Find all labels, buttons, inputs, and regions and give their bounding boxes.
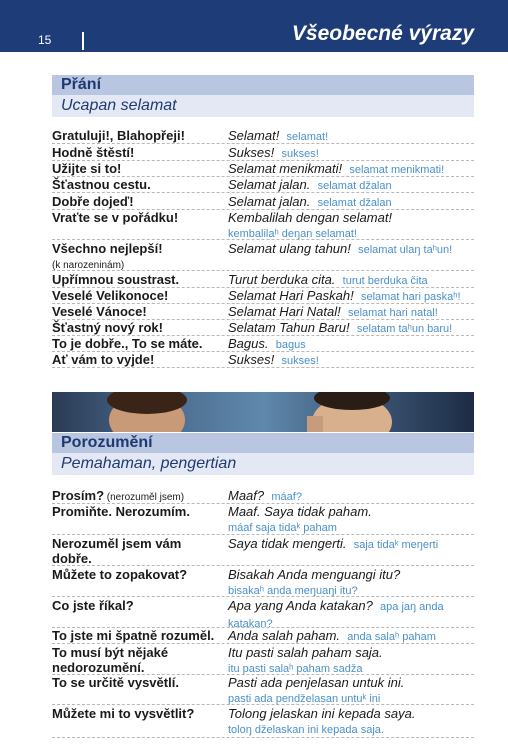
indonesian-phrase xyxy=(228,194,474,211)
pronunciation: pasti ada pendželasan untuᵏ ini xyxy=(228,693,381,705)
indonesian-phrase xyxy=(228,288,474,305)
phrase-row xyxy=(52,320,474,336)
pronunciation: selamat hari natal! xyxy=(347,307,438,319)
czech-phrase xyxy=(52,145,224,160)
czech-text: Veselé Velikonoce! xyxy=(52,288,169,303)
phrase-row xyxy=(52,336,474,352)
indonesian-text: Saya tidak mengerti. xyxy=(228,536,347,551)
pronunciation: selamat džalan xyxy=(317,180,392,192)
pronunciation: máaf? xyxy=(271,491,302,503)
czech-text: Můžete to zopakovat? xyxy=(52,567,188,582)
section-title: Porozumění xyxy=(52,433,474,453)
pronunciation: turut berduka čita xyxy=(342,275,428,287)
chapter-title: Všeobecné výrazy xyxy=(291,22,474,45)
czech-phrase xyxy=(52,488,224,505)
czech-text: Šťastnou cestu. xyxy=(52,177,151,192)
czech-phrase xyxy=(52,320,224,335)
indonesian-phrase xyxy=(228,272,474,289)
phrase-row xyxy=(52,488,474,504)
czech-text: Nerozuměl jsem vám dobře. xyxy=(52,536,182,566)
czech-text: Hodně štěstí! xyxy=(52,145,135,160)
phrase-row xyxy=(52,177,474,193)
pronunciation: bagus xyxy=(275,339,306,351)
czech-phrase xyxy=(52,128,224,143)
pronunciation: selamat menikmati! xyxy=(349,164,445,176)
czech-phrase xyxy=(52,352,224,367)
czech-note: (nerozuměl jsem) xyxy=(104,492,185,503)
czech-text: Gratuluji!, Blahopřeji! xyxy=(52,128,185,143)
phrase-row xyxy=(52,675,474,705)
pronunciation: toloŋ dželaskan ini kepada saja. xyxy=(228,724,384,736)
phrase-row xyxy=(52,288,474,304)
indonesian-text: Kembalilah dengan selamat! xyxy=(228,210,393,225)
czech-phrase xyxy=(52,675,224,690)
indonesian-text: Turut berduka cita. xyxy=(228,272,336,287)
indonesian-text: Bagus. xyxy=(228,336,269,351)
phrase-row xyxy=(52,536,474,566)
czech-phrase xyxy=(52,706,224,721)
pronunciation: apa jaŋ anda katakan? xyxy=(228,601,444,630)
czech-text: Můžete mi to vysvětlit? xyxy=(52,706,195,721)
czech-phrase xyxy=(52,272,224,287)
czech-text: Veselé Vánoce! xyxy=(52,304,147,319)
czech-text: Upřímnou soustrast. xyxy=(52,272,180,287)
section-subtitle: Pemahaman, pengertian xyxy=(52,453,474,475)
pronunciation: selamat! xyxy=(286,131,329,143)
phrase-row xyxy=(52,567,474,597)
phrase-row xyxy=(52,706,474,738)
czech-text: Užijte si to! xyxy=(52,161,122,176)
indonesian-phrase xyxy=(228,598,474,632)
indonesian-text: Selamat menikmati! xyxy=(228,161,343,176)
pronunciation: selamat džalan xyxy=(317,197,392,209)
pronunciation: selamat ulaŋ taʰun! xyxy=(358,244,453,256)
indonesian-phrase xyxy=(228,536,474,553)
czech-phrase xyxy=(52,304,224,319)
indonesian-phrase xyxy=(228,145,474,162)
pronunciation: sukses! xyxy=(281,148,319,160)
indonesian-text: Maaf? xyxy=(228,488,265,503)
czech-note: (k narozeninám) xyxy=(52,260,125,271)
pronunciation: selatam taʰun baru! xyxy=(356,323,453,335)
czech-text: Vraťte se v pořádku! xyxy=(52,210,179,225)
section-photo xyxy=(52,392,474,432)
czech-phrase xyxy=(52,194,224,209)
pronunciation: selamat hari paskaʰ! xyxy=(360,291,461,303)
phrase-row xyxy=(52,145,474,161)
phrase-row xyxy=(52,272,474,288)
indonesian-text: Anda salah paham. xyxy=(228,628,341,643)
indonesian-text: Pasti ada penjelasan untuk ini. xyxy=(228,675,405,690)
pronunciation: máaf saja tidaᵏ paham xyxy=(228,522,337,534)
indonesian-phrase xyxy=(228,241,474,258)
czech-phrase xyxy=(52,177,224,192)
czech-phrase xyxy=(52,628,224,643)
indonesian-phrase xyxy=(228,645,474,677)
phrase-row xyxy=(52,504,474,535)
indonesian-phrase xyxy=(228,128,474,145)
czech-text: Co jste říkal? xyxy=(52,598,134,613)
indonesian-phrase xyxy=(228,675,474,707)
czech-text: Dobře dojeď! xyxy=(52,194,134,209)
czech-text: Všechno nejlepší! xyxy=(52,241,163,256)
phrase-row xyxy=(52,128,474,144)
indonesian-phrase xyxy=(228,352,474,369)
pronunciation: itu pasti salaʰ paham sadža xyxy=(228,663,363,675)
phrase-row xyxy=(52,161,474,177)
pronunciation: saja tidaᵏ meŋerti xyxy=(353,539,439,551)
phrase-row xyxy=(52,304,474,320)
czech-text: To jste mi špatně rozuměl. xyxy=(52,628,215,643)
indonesian-text: Selamat Hari Paskah! xyxy=(228,288,354,303)
indonesian-text: Apa yang Anda katakan? xyxy=(228,598,373,613)
indonesian-text: Selatam Tahun Baru! xyxy=(228,320,350,335)
phrase-row xyxy=(52,194,474,210)
indonesian-phrase xyxy=(228,177,474,194)
czech-phrase xyxy=(52,536,224,566)
czech-text: To se určitě vysvětlí. xyxy=(52,675,179,690)
czech-text: Prosím? xyxy=(52,488,105,503)
indonesian-phrase xyxy=(228,488,474,505)
pronunciation: anda salaʰ paham xyxy=(347,631,436,643)
czech-phrase xyxy=(52,210,224,225)
czech-phrase xyxy=(52,161,224,176)
czech-phrase xyxy=(52,336,224,351)
indonesian-text: Tolong jelaskan ini kepada saya. xyxy=(228,706,416,721)
page-number: 15 xyxy=(38,33,52,47)
czech-text: Promiňte. Nerozumím. xyxy=(52,504,190,519)
phrase-row xyxy=(52,352,474,368)
czech-text: Šťastný nový rok! xyxy=(52,320,163,335)
pronunciation: kembalilaʰ deŋan selamat! xyxy=(228,228,357,240)
czech-text: To je dobře., To se máte. xyxy=(52,336,203,351)
indonesian-text: Selamat ulang tahun! xyxy=(228,241,351,256)
section-title: Přání xyxy=(52,75,474,95)
czech-text: Ať vám to vyjde! xyxy=(52,352,155,367)
phrase-row xyxy=(52,645,474,675)
phrase-row xyxy=(52,598,474,628)
phrase-row xyxy=(52,241,474,271)
indonesian-phrase xyxy=(228,706,474,738)
czech-text: To musí být nějaké nedorozumění. xyxy=(52,645,169,675)
czech-phrase xyxy=(52,567,224,582)
indonesian-text: Selamat! xyxy=(228,128,280,143)
indonesian-phrase xyxy=(228,320,474,337)
page-header xyxy=(0,0,508,52)
pronunciation: bisakaʰ anda meŋuaŋi itu? xyxy=(228,585,358,597)
indonesian-phrase xyxy=(228,304,474,321)
section-subtitle: Ucapan selamat xyxy=(52,95,474,117)
indonesian-text: Itu pasti salah paham saja. xyxy=(228,645,383,660)
indonesian-text: Selamat Hari Natal! xyxy=(228,304,341,319)
phrase-row xyxy=(52,210,474,240)
indonesian-phrase xyxy=(228,161,474,178)
indonesian-text: Sukses! xyxy=(228,352,275,367)
indonesian-phrase xyxy=(228,504,474,536)
indonesian-phrase xyxy=(228,210,474,242)
czech-phrase xyxy=(52,504,224,519)
czech-phrase xyxy=(52,645,224,675)
czech-phrase xyxy=(52,288,224,303)
indonesian-text: Selamat jalan. xyxy=(228,177,311,192)
indonesian-text: Bisakah Anda menguangi itu? xyxy=(228,567,401,582)
pronunciation: sukses! xyxy=(281,355,319,367)
indonesian-phrase xyxy=(228,336,474,353)
indonesian-phrase xyxy=(228,628,474,645)
indonesian-text: Sukses! xyxy=(228,145,275,160)
phrase-row xyxy=(52,628,474,644)
indonesian-phrase xyxy=(228,567,474,599)
indonesian-text: Selamat jalan. xyxy=(228,194,311,209)
indonesian-text: Maaf. Saya tidak paham. xyxy=(228,504,372,519)
header-divider xyxy=(82,32,84,50)
czech-phrase xyxy=(52,598,224,613)
czech-phrase xyxy=(52,241,224,273)
